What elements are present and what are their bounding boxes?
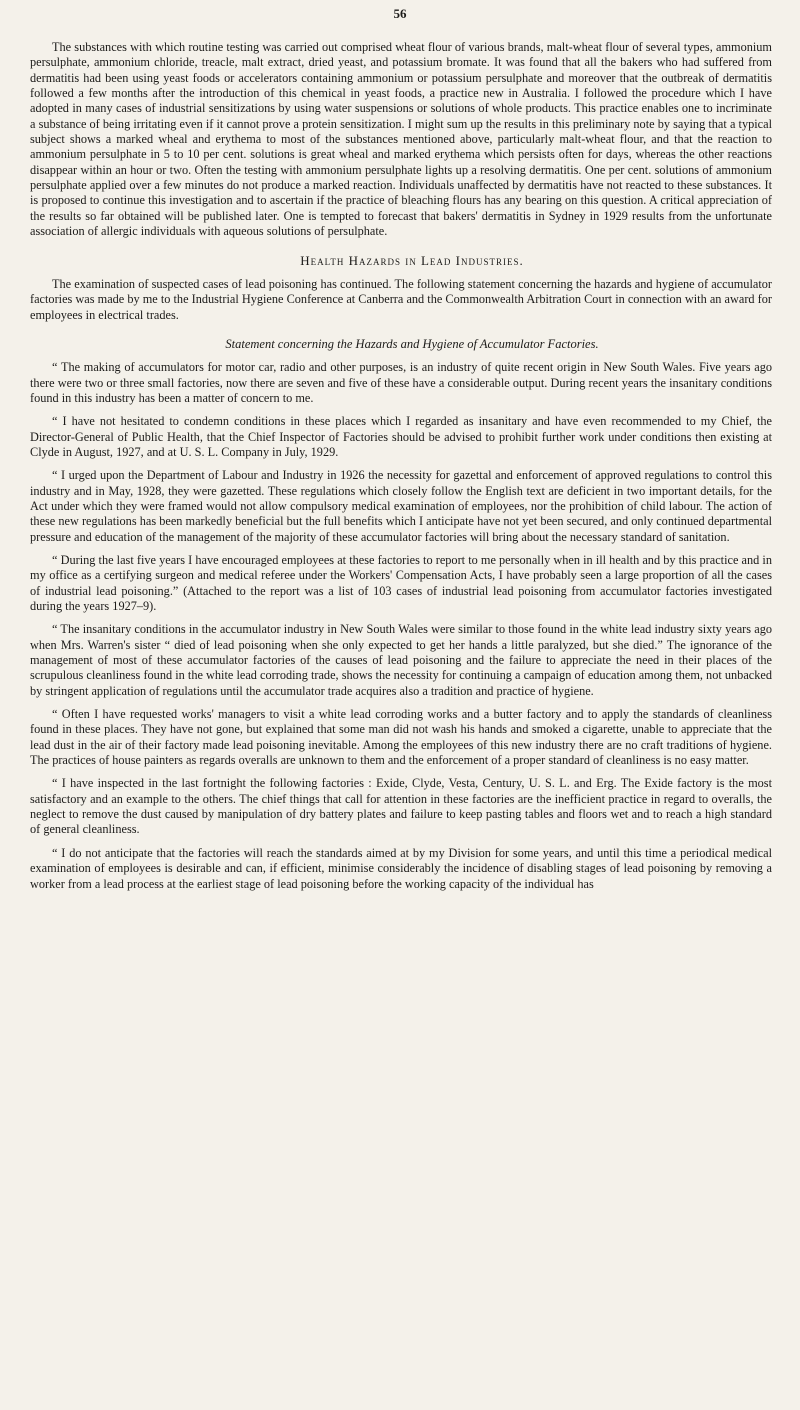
paragraph-condemn-conditions: “ I have not hesitated to condemn conditions in these places which I regarded as insanitary and have even recommended to my Chief, the Director-General of Public Health, that the Chief Inspector of Factories should be advised to prohibit further work under conditions then existing at Clyde in August, 1927, and at U. S. L. Company in July, 1929. [30,414,772,459]
page-number: 56 [393,6,407,21]
paragraph-accumulator-origin: “ The making of accumulators for motor car, radio and other purposes, is an industry of quite recent origin in New South Wales. Five years ago there were two or three small factories, now there are seven and five of these have a considerable output. During recent years the insanitary conditions found in this industry has been a matter of concern to me. [30,360,772,405]
paragraph-medical-examination: “ I do not anticipate that the factories will reach the standards aimed at by my Division for some years, and until this time a periodical medical examination of employees is desirable and can, if efficient, minimise considerably the incidence of disabling stages of lead poisoning by removing a worker from a lead process at the earliest stage of lead poisoning before the working capacity of the individual has [30,845,772,891]
statement-title: Statement concerning the Hazards and Hygiene of Accumulator Factories. [225,336,599,351]
paragraph-factory-inspection: “ I have inspected in the last fortnight the following factories : Exide, Clyde, Vesta, Century, U. S. L. and Erg. The Exide factory is the most satisfactory and an example to the others. The chief things that call for attention in these factories are the inefficient practice in regard to overalls, the neglect to remove the dust caused by manipulation of dry battery plates and failure to keep pasting tables and floors wet and to reach a high standard of general cleanliness. [30,776,772,837]
paragraph-employee-reports: “ During the last five years I have encouraged employees at these factories to report to me personally when in ill health and by this practice and in my office as a certifying surgeon and medical referee under the Workers' Compensation Acts, I have probably seen a large proportion of all the cases of industrial lead poisoning.” (Attached to the report was a list of 103 cases of industrial lead poisoning from accumulator factories investigated during the years 1927–9). [30,552,772,613]
paragraph-regulations: “ I urged upon the Department of Labour and Industry in 1926 the necessity for gazettal and enforcement of approved regulations to control this industry and in May, 1928, they were gazetted. These regulations which closely follow the English text are deficient in two important details, for the Act under which they were framed would not allow compulsory medical examination of employees, nor the prohibition of child labour. The action of these new regulations has been markedly beneficial but the full benefits which I anticipate have not yet been secured, and only continued departmental pressure and education of the management of the majority of these accumulator factories will bring about the necessary standard of sanitation. [30,468,772,544]
paragraph-managers-visits: “ Often I have requested works' managers to visit a white lead corroding works and a butter factory and to apply the standards of cleanliness found in these places. They have not gone, but explained that some man did not wash his hands and smoked a cigarette, unable to appreciate that the lead dust in the air of their factory made lead poisoning inevitable. Among the employees of this new industry there are no craft traditions of hygiene. The practices of house painters as regards overalls are unknown to them and the enforcement of a proper standard of cleanliness is no easy matter. [30,707,772,768]
paragraph-white-lead-comparison: “ The insanitary conditions in the accumulator industry in New South Wales were similar to those found in the white lead industry sixty years ago when Mrs. Warren's sister “ died of lead poisoning when she only expected to get her hands a little paralyzed, but she died.” The ignorance of the management of most of these accumulator factories of the causes of lead poisoning and the failure to appreciate the need in their places of the scrupulous cleanliness found in the white lead corroding trade, shows the necessity for continuing a campaign of education among them, not unbacked by stringent application of regulations until the accumulator trade acquires also a tradition and practice of hygiene. [30,622,772,698]
paragraph-lead-intro: The examination of suspected cases of lead poisoning has continued. The following statement concerning the hazards and hygiene of accumulator factories was made by me to the Industrial Hygiene Conference at Canberra and the Commonwealth Arbitration Court in connection with an award for employees in electrical trades. [30,276,772,322]
paragraph-dermatitis-testing: The substances with which routine testing was carried out comprised wheat flour of various brands, malt-wheat flour of several types, ammonium persulphate, ammonium chloride, treacle, malt extract, dried yeast, and potassium bromate. It was found that all the bakers who had suffered from dermatitis had been using yeast foods or accelerators containing ammonium or potassium persulphate and moreover that the outbreak of dermatitis followed a few months after the introduction of this chemical in yeast foods, a practice new in Australia. I followed the procedure which I have adopted in many cases of industrial sensitizations by using water suspensions or solutions of whole products. This practice enables one to incriminate a substance of being irritating even if it cannot prove a protein sensitization. I might sum up the results in this preliminary note by saying that a typical subject shows a marked wheal and erythema to most of the substances mentioned above, particularly malt-wheat flour, and that the reaction to ammonium persulphate in 5 to 10 per cent. solutions is great wheal and marked erythema which persists often for days, whereas the other reactions disappear within an hour or two. Often the testing with ammonium persulphate lights up a resolving dermatitis. One per cent. solutions of ammonium persulphate applied over a few minutes do not produce a marked reaction. Individuals unaffected by dermatitis have not reacted to these substances. It is proposed to continue this investigation and to ascertain if the practice of bleaching flours has any bearing on this question. A critical appreciation of the results so far obtained will be published later. One is tempted to forecast that bakers' dermatitis in Sydney in 1929 results from the unfortunate association of allergic individuals with aqueous solutions of persulphate. [30,40,772,239]
report-body [30,40,772,892]
section-heading: Health Hazards in Lead Industries. [300,253,524,269]
